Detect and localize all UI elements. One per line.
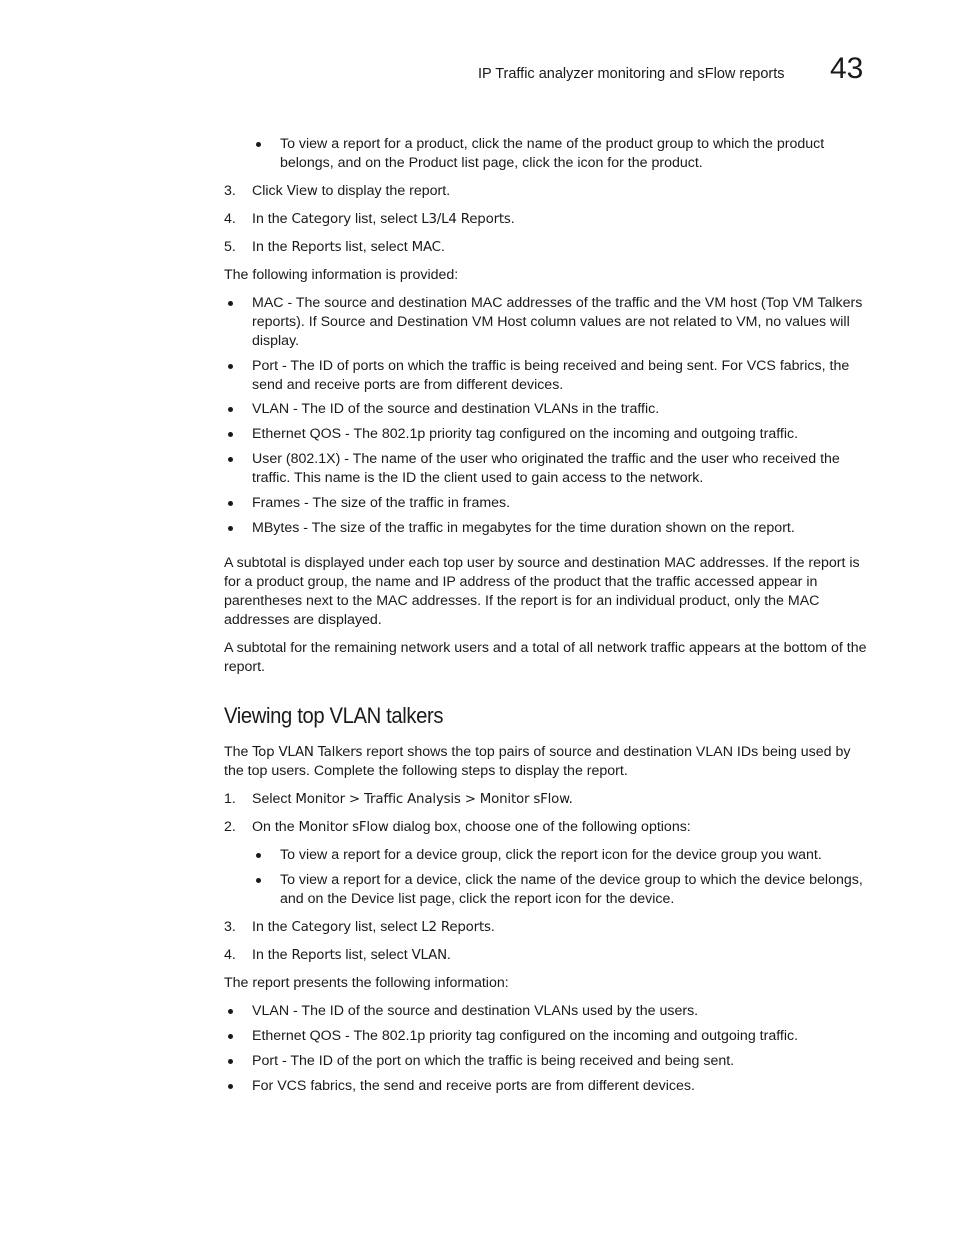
section-intro <box>224 743 870 781</box>
list-item <box>224 425 870 444</box>
step-text: to display the report. <box>317 183 451 199</box>
section-heading: Viewing top VLAN talkers <box>224 703 444 728</box>
list-item <box>252 135 870 173</box>
step-text: Click <box>252 183 287 199</box>
step-text: In the <box>252 919 292 935</box>
list-item <box>224 357 870 395</box>
bullet-icon <box>224 400 252 419</box>
list-item <box>224 1052 870 1071</box>
list-item-text: Frames - The size of the traffic in frames. <box>252 495 511 511</box>
step-text: . <box>490 919 495 935</box>
step-text: list, select <box>341 239 412 255</box>
step-text: list, select <box>351 211 422 227</box>
list-item <box>224 519 870 538</box>
paragraph-subtotal: A subtotal is displayed under each top user by source and destination MAC addresses. If the report is for a product group, the name and IP address of the product that the traffic accessed appear in parentheses next to the MAC addresses. If the report is for an individual product, only the MAC addresses are displayed. <box>224 555 860 628</box>
list-item <box>224 494 870 513</box>
step-text: list, select <box>351 919 422 935</box>
ui-label-vlan: VLAN <box>411 948 447 963</box>
info-intro: The following information is provided: <box>224 267 459 283</box>
intro-text: report shows the top pairs of source and destination VLAN IDs being used by the top users. Complete the following steps to display the report. <box>224 744 851 779</box>
list-item <box>224 400 870 419</box>
step-text: . <box>510 211 515 227</box>
step-1 <box>224 790 870 809</box>
bullet-icon <box>224 294 252 351</box>
list-item <box>252 846 870 865</box>
step-text: dialog box, choose one of the following options: <box>388 819 691 835</box>
bullet-icon <box>224 494 252 513</box>
ui-label-mac: MAC <box>411 240 441 255</box>
step-3 <box>224 182 870 201</box>
ui-label-view: View <box>286 184 318 199</box>
list-item <box>224 450 870 488</box>
bullet-icon <box>224 425 252 444</box>
bullet-icon <box>224 1052 252 1071</box>
step-text: Select <box>252 791 296 807</box>
ui-label-reports: Reports <box>291 240 342 255</box>
list-item-text: MAC - The source and destination MAC addresses of the traffic and the VM host (Top VM Talkers reports). If Source and Destination VM Host column values are not related to VM, no values will display. <box>252 295 863 349</box>
step-number: 4. <box>224 947 236 963</box>
ui-label-reports: Reports <box>291 948 342 963</box>
intro-text: The <box>224 744 253 760</box>
step-number: 5. <box>224 239 236 255</box>
list-item <box>224 1002 870 1021</box>
bullet-icon <box>224 519 252 538</box>
bullet-icon <box>224 1027 252 1046</box>
paragraph-remaining: A subtotal for the remaining network users and a total of all network traffic appears at the bottom of the report. <box>224 640 867 675</box>
list-item-text: To view a report for a device group, click the report icon for the device group you want. <box>280 847 822 863</box>
step-number: 3. <box>224 183 236 199</box>
ui-label-l2-reports: L2 Reports <box>421 920 491 935</box>
step-number: 2. <box>224 819 236 835</box>
step-4 <box>224 210 870 229</box>
chapter-number: 43 <box>830 52 864 85</box>
ui-label-category: Category <box>291 212 352 227</box>
step-number: 4. <box>224 211 236 227</box>
list-item <box>252 871 870 909</box>
list-item <box>224 294 870 351</box>
list-item-text: VLAN - The ID of the source and destination VLANs in the traffic. <box>252 401 660 417</box>
list-item-text: Ethernet QOS - The 802.1p priority tag configured on the incoming and outgoing traffic. <box>252 1028 799 1044</box>
bullet-icon <box>224 357 252 395</box>
list-item-text: Ethernet QOS - The 802.1p priority tag configured on the incoming and outgoing traffic. <box>252 426 799 442</box>
step-text: . <box>446 947 451 963</box>
step-text: In the <box>252 947 292 963</box>
ui-label-top-vlan-talkers: Top VLAN Talkers <box>252 745 363 760</box>
step-3 <box>224 918 870 937</box>
step-text: In the <box>252 239 292 255</box>
list-item-text: VLAN - The ID of the source and destination VLANs used by the users. <box>252 1003 699 1019</box>
ui-label-category: Category <box>291 920 352 935</box>
ui-label-menu-path: Monitor > Traffic Analysis > Monitor sFlow. <box>295 792 573 807</box>
list-item-text: To view a report for a device, click the name of the device group to which the device belongs, and on the Device list page, click the report icon for the device. <box>280 872 863 907</box>
bullet-icon <box>224 1077 252 1096</box>
bullet-icon <box>252 871 280 909</box>
step-text: In the <box>252 211 292 227</box>
list-item-text: Port - The ID of the port on which the traffic is being received and being sent. <box>252 1053 735 1069</box>
step-number: 1. <box>224 791 236 807</box>
list-item-text: For VCS fabrics, the send and receive ports are from different devices. <box>252 1078 695 1094</box>
bullet-icon <box>224 1002 252 1021</box>
step-5 <box>224 238 870 257</box>
list-item <box>224 1027 870 1046</box>
list-item-text: To view a report for a product, click the name of the product group to which the product belongs, and on the Product list page, click the icon for the product. <box>280 136 825 171</box>
list-item-text: Port - The ID of ports on which the traffic is being received and being sent. For VCS fabrics, the send and receive ports are from different devices. <box>252 358 850 393</box>
list-item <box>224 1077 870 1096</box>
step-number: 3. <box>224 919 236 935</box>
step-text: list, select <box>341 947 412 963</box>
step-2 <box>224 818 870 837</box>
bullet-icon <box>252 846 280 865</box>
step-text: On the <box>252 819 299 835</box>
ui-label-l3l4-reports: L3/L4 Reports <box>421 212 511 227</box>
step-4 <box>224 946 870 965</box>
running-header-title: IP Traffic analyzer monitoring and sFlow reports <box>478 66 785 82</box>
bullet-icon <box>224 450 252 488</box>
step-text: . <box>440 239 445 255</box>
ui-label-monitor-sflow: Monitor sFlow <box>298 820 389 835</box>
report-intro: The report presents the following information: <box>224 975 509 991</box>
list-item-text: MBytes - The size of the traffic in megabytes for the time duration shown on the report. <box>252 520 795 536</box>
bullet-icon <box>252 135 280 173</box>
list-item-text: User (802.1X) - The name of the user who originated the traffic and the user who received the traffic. This name is the ID the client used to gain access to the network. <box>252 451 840 486</box>
